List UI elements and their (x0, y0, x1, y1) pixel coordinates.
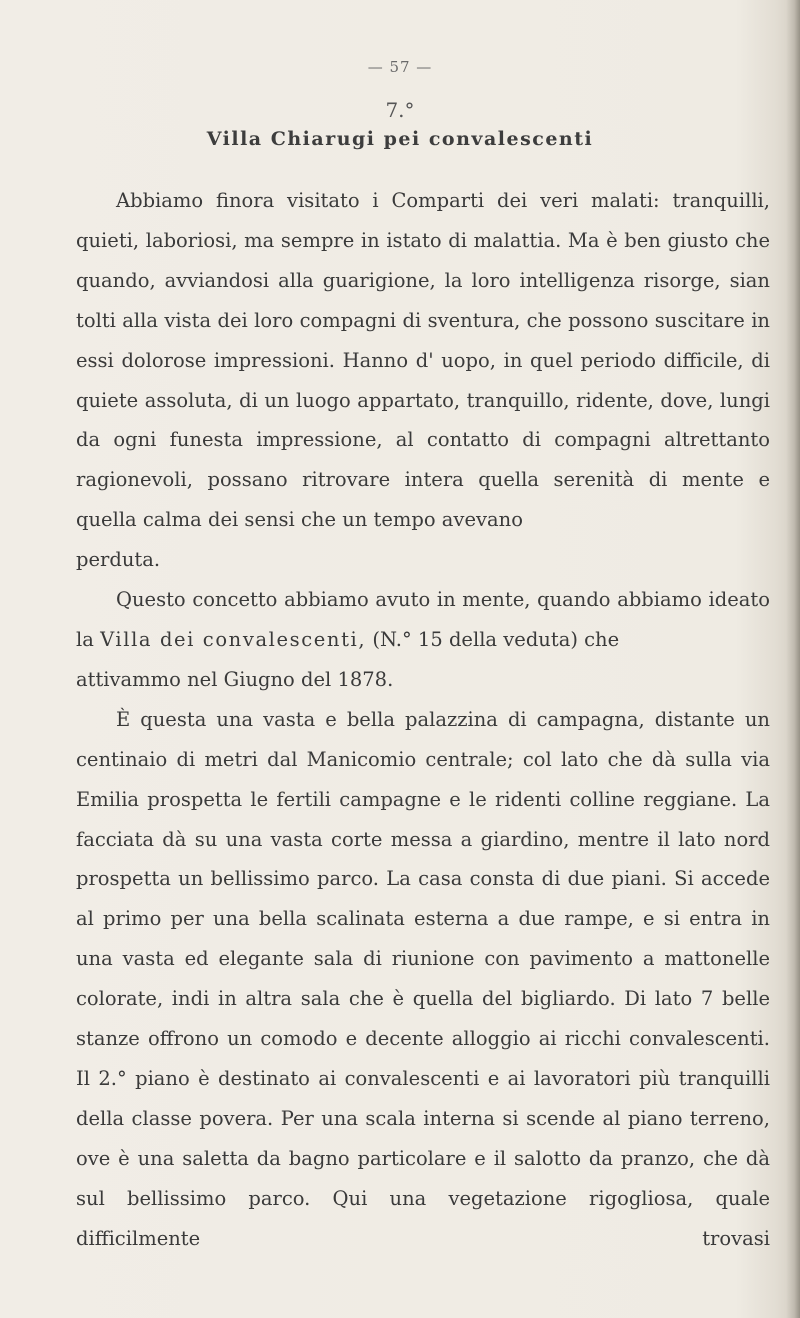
paragraph-2-end: attivammo nel Giugno del 1878. (76, 667, 394, 691)
paragraph-2-text-a: Questo concetto abbiamo avuto in mente, quando abbiamo ideato la (76, 588, 770, 651)
paragraph-2 (76, 580, 770, 700)
section-heading: Villa Chiarugi pei convalescenti (206, 128, 594, 150)
page-edge-shadow (786, 0, 800, 1318)
page-number: — 57 — (367, 58, 433, 76)
paragraph-2-text-b: (N.° 15 della veduta) che (372, 627, 620, 651)
villa-name: Villa dei convalescenti, (100, 627, 367, 651)
paragraph-1 (76, 181, 770, 580)
article-body (76, 181, 770, 1258)
section-number: 7.° (385, 98, 415, 122)
paragraph-3-text: È questa una vasta e bella palazzina di campagna, distante un centinaio di metri dal Manicomio centrale; col lato che dà sulla via Emilia prospetta le fertili campagne e le ridenti colline reggiane. La facciata dà su una vasta corte messa a giardino, mentre il lato nord prospetta un bellissimo parco. La casa consta di due piani. Si accede al primo per una bella scalinata esterna a due rampe, e si entra in una vasta ed elegante sala di riunione con pavimento a mattonelle colorate, indi in altra sala che è quella del bigliardo. Di lato 7 belle stanze offrono un comodo e decente alloggio ai ricchi convalescenti. Il 2.° piano è destinato ai convalescenti e ai lavoratori più tranquilli della classe povera. Per una scala interna si scende al piano terreno, ove è una saletta da bagno particolare e il salotto da pranzo, che dà sul bellissimo parco. Qui una vegetazione rigogliosa, quale difficilmente trovasi (76, 707, 770, 1250)
paragraph-1-end: perduta. (76, 548, 161, 572)
paragraph-3 (76, 700, 770, 1259)
paragraph-1-text: Abbiamo finora visitato i Comparti dei veri malati: tranquilli, quieti, laboriosi, ma sempre in istato di malattia. Ma è ben giusto che quando, avviandosi alla guarigione, la loro intelligenza risorge, sian tolti alla vista dei loro compagni di sventura, che possono suscitare in essi dolorose impressioni. Hanno d' uopo, in quel periodo difficile, di quiete assoluta, di un luogo appartato, tranquillo, ridente, dove, lungi da ogni funesta impressione, al contatto di compagni altrettanto ragionevoli, possano ritrovare intera quella serenità di mente e quella calma dei sensi che un tempo avevano (76, 189, 770, 532)
